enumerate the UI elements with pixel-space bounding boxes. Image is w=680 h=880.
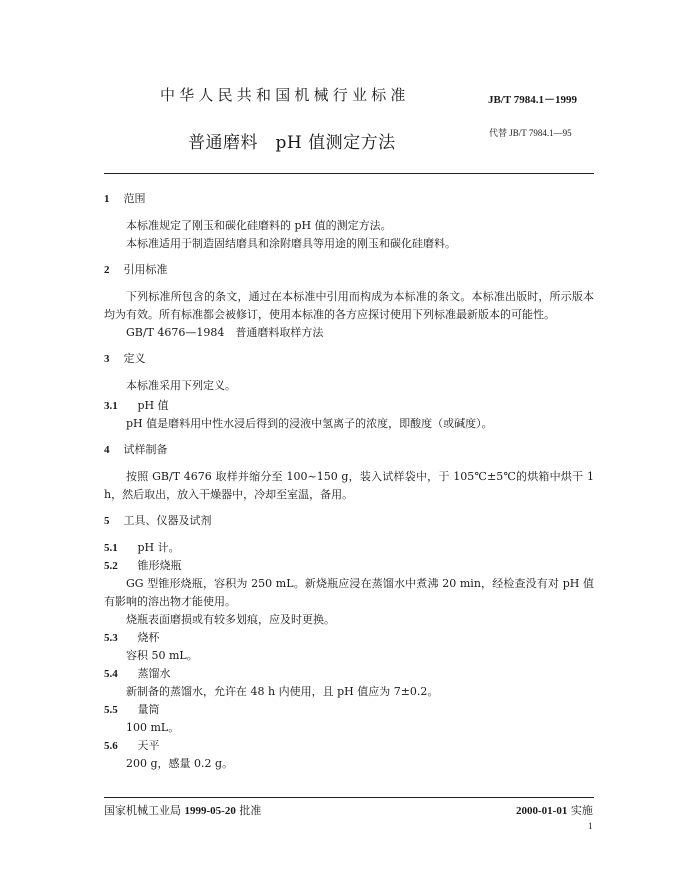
subsection-number: 5.3 xyxy=(104,632,118,644)
standard-code: JB/T 7984.1－1999 xyxy=(488,94,578,106)
paragraph: 本标准适用于制造固结磨具和涂附磨具等用途的刚玉和碳化硅磨料。 xyxy=(126,237,456,250)
subsection-title: pH 值 xyxy=(137,399,169,412)
section-title: 引用标准 xyxy=(123,263,168,276)
implementation-label: 实施 xyxy=(570,804,593,817)
section-number: 4 xyxy=(104,444,110,456)
subsection-number: 5.5 xyxy=(104,704,118,716)
section-heading xyxy=(104,350,594,368)
approval-line xyxy=(104,802,261,818)
approving-authority: 国家机械工业局 xyxy=(104,804,181,817)
subsection-heading xyxy=(104,397,594,415)
section-heading xyxy=(104,190,594,208)
subsection-number: 5.1 xyxy=(104,542,118,554)
paragraph: 200 g，感量 0.2 g。 xyxy=(126,757,234,770)
paragraph: 100 mL。 xyxy=(126,721,180,734)
subsection-heading xyxy=(104,665,594,683)
paragraph: 新制备的蒸馏水，允许在 48 h 内使用，且 pH 值应为 7±0.2。 xyxy=(126,685,439,698)
paragraph: 下列标准所包含的条文，通过在本标准中引用而构成为本标准的条文。本标准出版时，所示版本均为有效。所有标准都会被修订，使用本标准的各方应探讨使用下列标准最新版本的可能性。 xyxy=(104,290,594,321)
implementation-date: 2000-01-01 xyxy=(516,805,568,817)
section-number: 5 xyxy=(104,515,110,527)
section-heading xyxy=(104,261,594,279)
page-number: 1 xyxy=(588,821,593,831)
subsection-heading xyxy=(104,539,594,557)
approval-label: 批准 xyxy=(239,804,262,817)
subsection-title: 蒸馏水 xyxy=(137,667,171,680)
section-heading xyxy=(104,512,594,530)
header-divider xyxy=(104,173,594,174)
subsection-title: 天平 xyxy=(137,739,160,752)
replaces-note: 代替 JB/T 7984.1—95 xyxy=(489,128,572,138)
subsection-number: 5.6 xyxy=(104,740,118,752)
section-title: 工具、仪器及试剂 xyxy=(123,514,212,527)
subsection-heading xyxy=(104,737,594,755)
subsection-number: 5.4 xyxy=(104,668,118,680)
section-title: 定义 xyxy=(123,352,146,365)
paragraph: pH 值是磨料用中性水浸后得到的浸液中氢离子的浓度，即酸度（或碱度）。 xyxy=(126,417,493,430)
reference-item: GB/T 4676—1984 普通磨料取样方法 xyxy=(126,326,324,339)
subsection-title: 锥形烧瓶 xyxy=(137,559,182,572)
subsection-heading xyxy=(104,701,594,719)
subsection-title: 烧杯 xyxy=(137,631,160,644)
subsection-heading xyxy=(104,557,594,575)
document-title: 普通磨料 pH 值测定方法 xyxy=(188,133,396,153)
standard-organization: 中华人民共和国机械行业标准 xyxy=(160,86,410,104)
subsection-number: 3.1 xyxy=(104,400,118,412)
paragraph: 烧瓶表面磨损或有较多划痕，应及时更换。 xyxy=(126,613,335,626)
paragraph: 本标准采用下列定义。 xyxy=(126,379,236,392)
section-number: 3 xyxy=(104,353,110,365)
paragraph: 按照 GB/T 4676 取样并缩分至 100~150 g，装入试样袋中，于 105℃±5℃的烘箱中烘干 1 h，然后取出，放入干燥器中，冷却至室温，备用。 xyxy=(104,470,594,501)
implementation-line xyxy=(516,802,593,818)
section-title: 试样制备 xyxy=(123,443,168,456)
subsection-number: 5.2 xyxy=(104,560,118,572)
section-number: 2 xyxy=(104,264,110,276)
subsection-title: 量筒 xyxy=(137,703,160,716)
paragraph: 本标准规定了刚玉和碳化硅磨料的 pH 值的测定方法。 xyxy=(126,219,392,232)
subsection-title: pH 计。 xyxy=(137,541,180,554)
paragraph: 容积 50 mL。 xyxy=(126,649,198,662)
document-body xyxy=(104,190,594,773)
approval-date: 1999-05-20 xyxy=(184,805,236,817)
subsection-heading xyxy=(104,629,594,647)
section-heading xyxy=(104,441,594,459)
footer-divider xyxy=(104,797,594,798)
section-title: 范围 xyxy=(123,192,146,205)
section-number: 1 xyxy=(104,193,110,205)
paragraph: GG 型锥形烧瓶，容积为 250 mL。新烧瓶应浸在蒸馏水中煮沸 20 min，经检查没有对 pH 值有影响的溶出物才能使用。 xyxy=(104,577,594,608)
